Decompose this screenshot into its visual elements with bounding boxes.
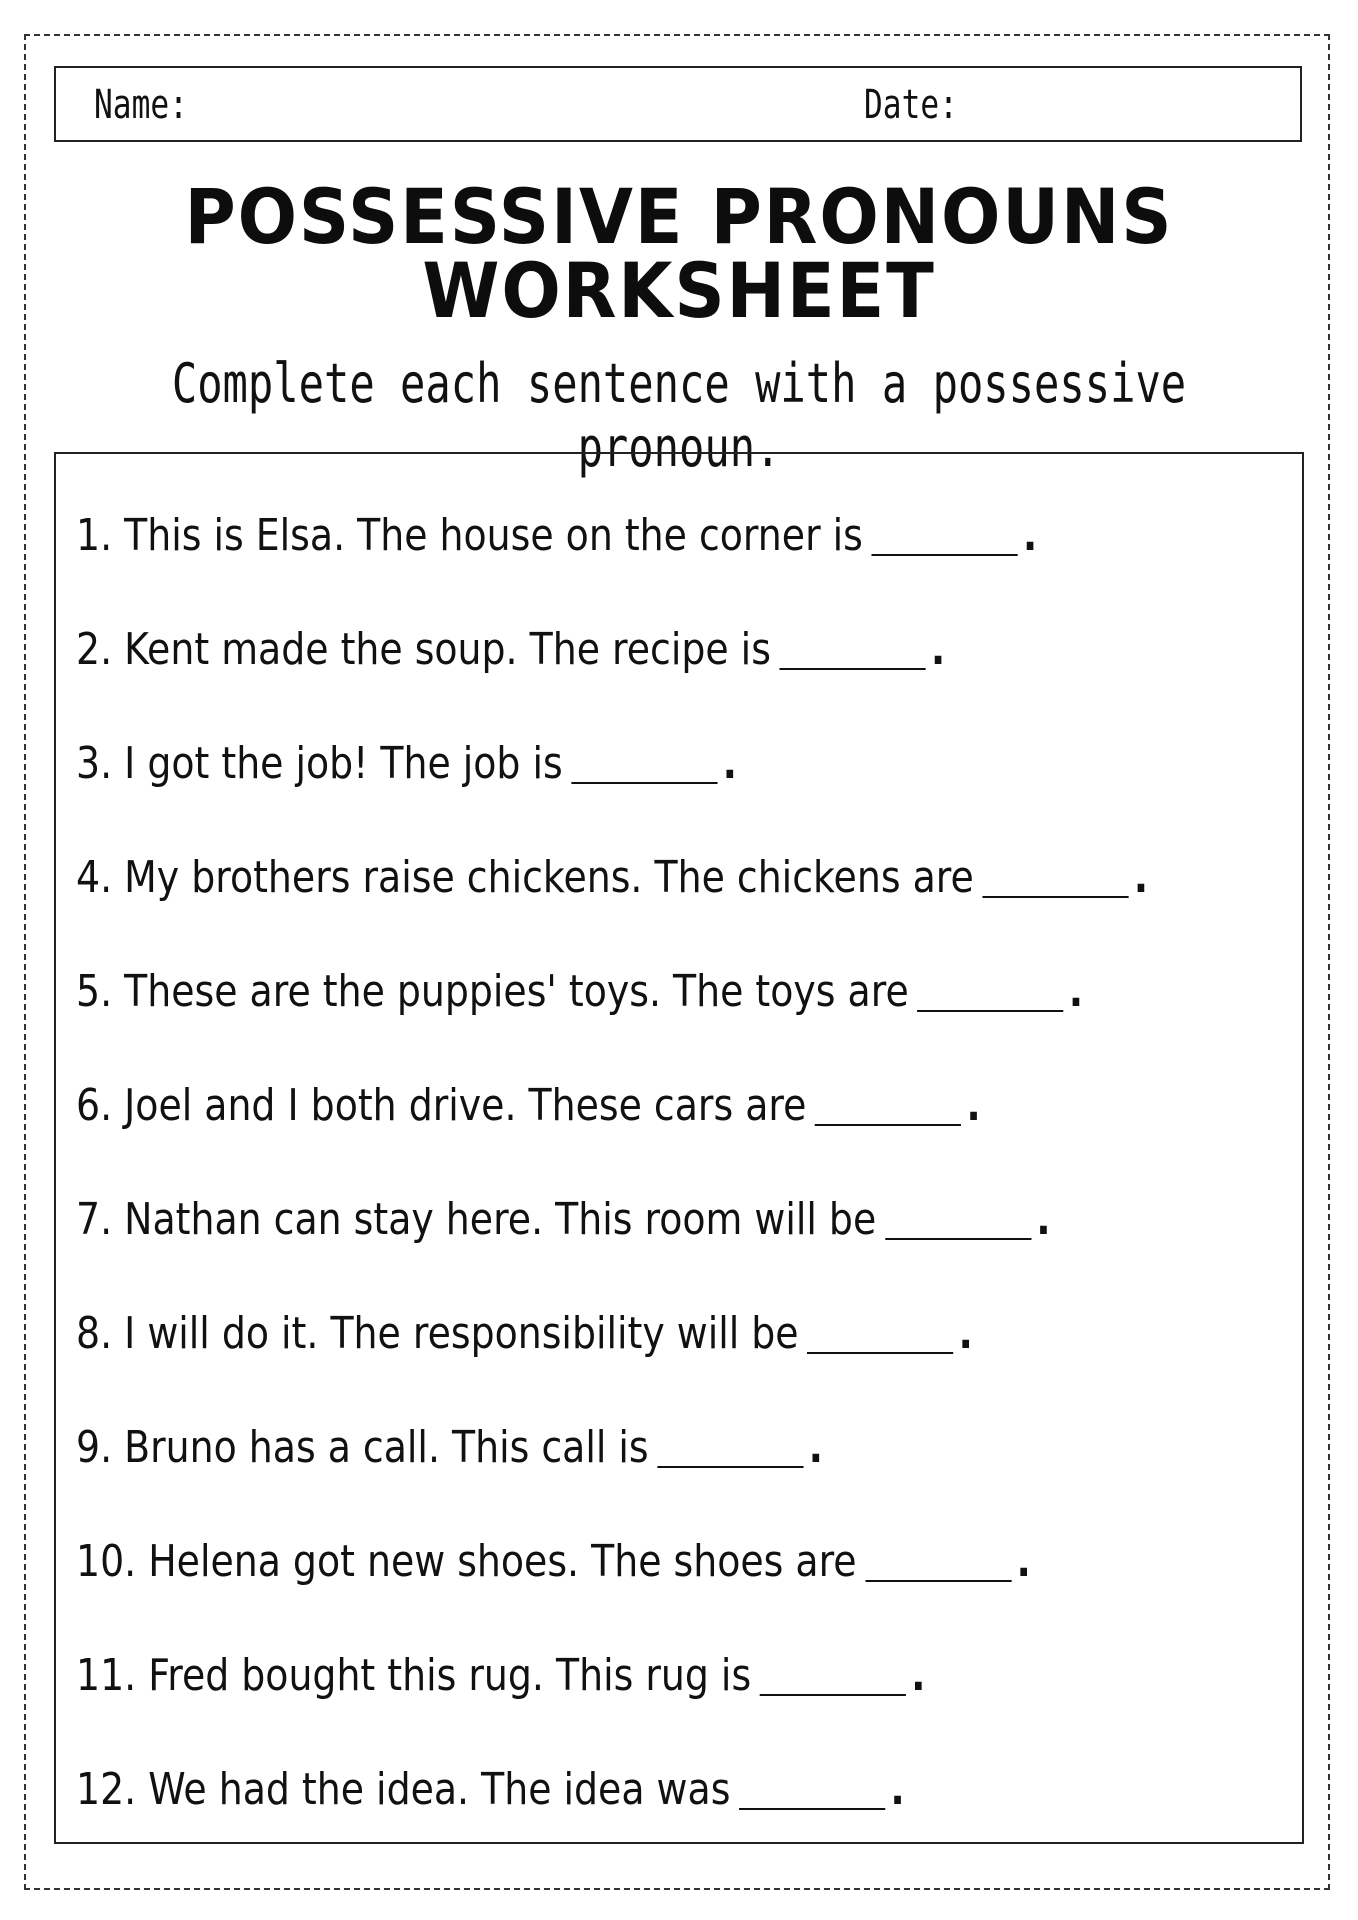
question-text: 6. Joel and I both drive. These cars are bbox=[76, 1080, 807, 1131]
question-item bbox=[76, 848, 1148, 908]
question-item bbox=[76, 734, 737, 794]
question-item bbox=[76, 1304, 973, 1364]
date-label: Date: bbox=[864, 82, 958, 128]
worksheet-title bbox=[0, 172, 1358, 335]
question-text: 10. Helena got new shoes. The shoes are bbox=[76, 1536, 857, 1587]
question-item bbox=[76, 1646, 925, 1706]
title-line-1: POSSESSIVE PRONOUNS bbox=[184, 172, 1174, 261]
title-line-2: WORKSHEET bbox=[422, 246, 936, 335]
question-period: . bbox=[722, 738, 738, 789]
question-text: 2. Kent made the soup. The recipe is bbox=[76, 624, 771, 675]
name-date-header bbox=[54, 66, 1302, 142]
answer-blank bbox=[571, 782, 717, 784]
question-period: . bbox=[930, 624, 946, 675]
question-item bbox=[76, 620, 945, 680]
answer-blank bbox=[780, 668, 926, 670]
question-item bbox=[76, 1076, 981, 1136]
instructions-text: Complete each sentence with a possessive pronoun. bbox=[171, 352, 1187, 479]
question-text: 1. This is Elsa. The house on the corner is bbox=[76, 510, 863, 561]
answer-blank bbox=[807, 1352, 953, 1354]
question-period: . bbox=[1133, 852, 1149, 903]
question-item bbox=[76, 1532, 1031, 1592]
answer-blank bbox=[760, 1694, 906, 1696]
answer-blank bbox=[885, 1238, 1031, 1240]
question-period: . bbox=[1022, 510, 1038, 561]
question-period: . bbox=[911, 1650, 926, 1701]
question-period: . bbox=[958, 1308, 973, 1359]
question-period: . bbox=[1068, 966, 1084, 1017]
question-period: . bbox=[890, 1764, 905, 1815]
question-item bbox=[76, 506, 1037, 566]
question-period: . bbox=[1036, 1194, 1051, 1245]
question-text: 9. Bruno has a call. This call is bbox=[76, 1422, 649, 1473]
questions-box bbox=[54, 452, 1304, 1844]
answer-blank bbox=[982, 896, 1128, 898]
answer-blank bbox=[739, 1808, 885, 1810]
question-period: . bbox=[1016, 1536, 1031, 1587]
question-text: 11. Fred bought this rug. This rug is bbox=[76, 1650, 752, 1701]
answer-blank bbox=[871, 554, 1017, 556]
question-item bbox=[76, 962, 1083, 1022]
name-label: Name: bbox=[94, 82, 188, 128]
answer-blank bbox=[815, 1124, 961, 1126]
question-text: 8. I will do it. The responsibility will be bbox=[76, 1308, 799, 1359]
question-period: . bbox=[966, 1080, 981, 1131]
question-item bbox=[76, 1190, 1051, 1250]
answer-blank bbox=[657, 1466, 803, 1468]
question-item bbox=[76, 1418, 823, 1478]
question-item bbox=[76, 1760, 905, 1820]
question-text: 3. I got the job! The job is bbox=[76, 738, 563, 789]
question-text: 4. My brothers raise chickens. The chickens are bbox=[76, 852, 974, 903]
answer-blank bbox=[917, 1010, 1063, 1012]
question-period: . bbox=[808, 1422, 823, 1473]
question-text: 7. Nathan can stay here. This room will be bbox=[76, 1194, 877, 1245]
answer-blank bbox=[865, 1580, 1011, 1582]
question-text: 5. These are the puppies' toys. The toys are bbox=[76, 966, 909, 1017]
question-text: 12. We had the idea. The idea was bbox=[76, 1764, 731, 1815]
